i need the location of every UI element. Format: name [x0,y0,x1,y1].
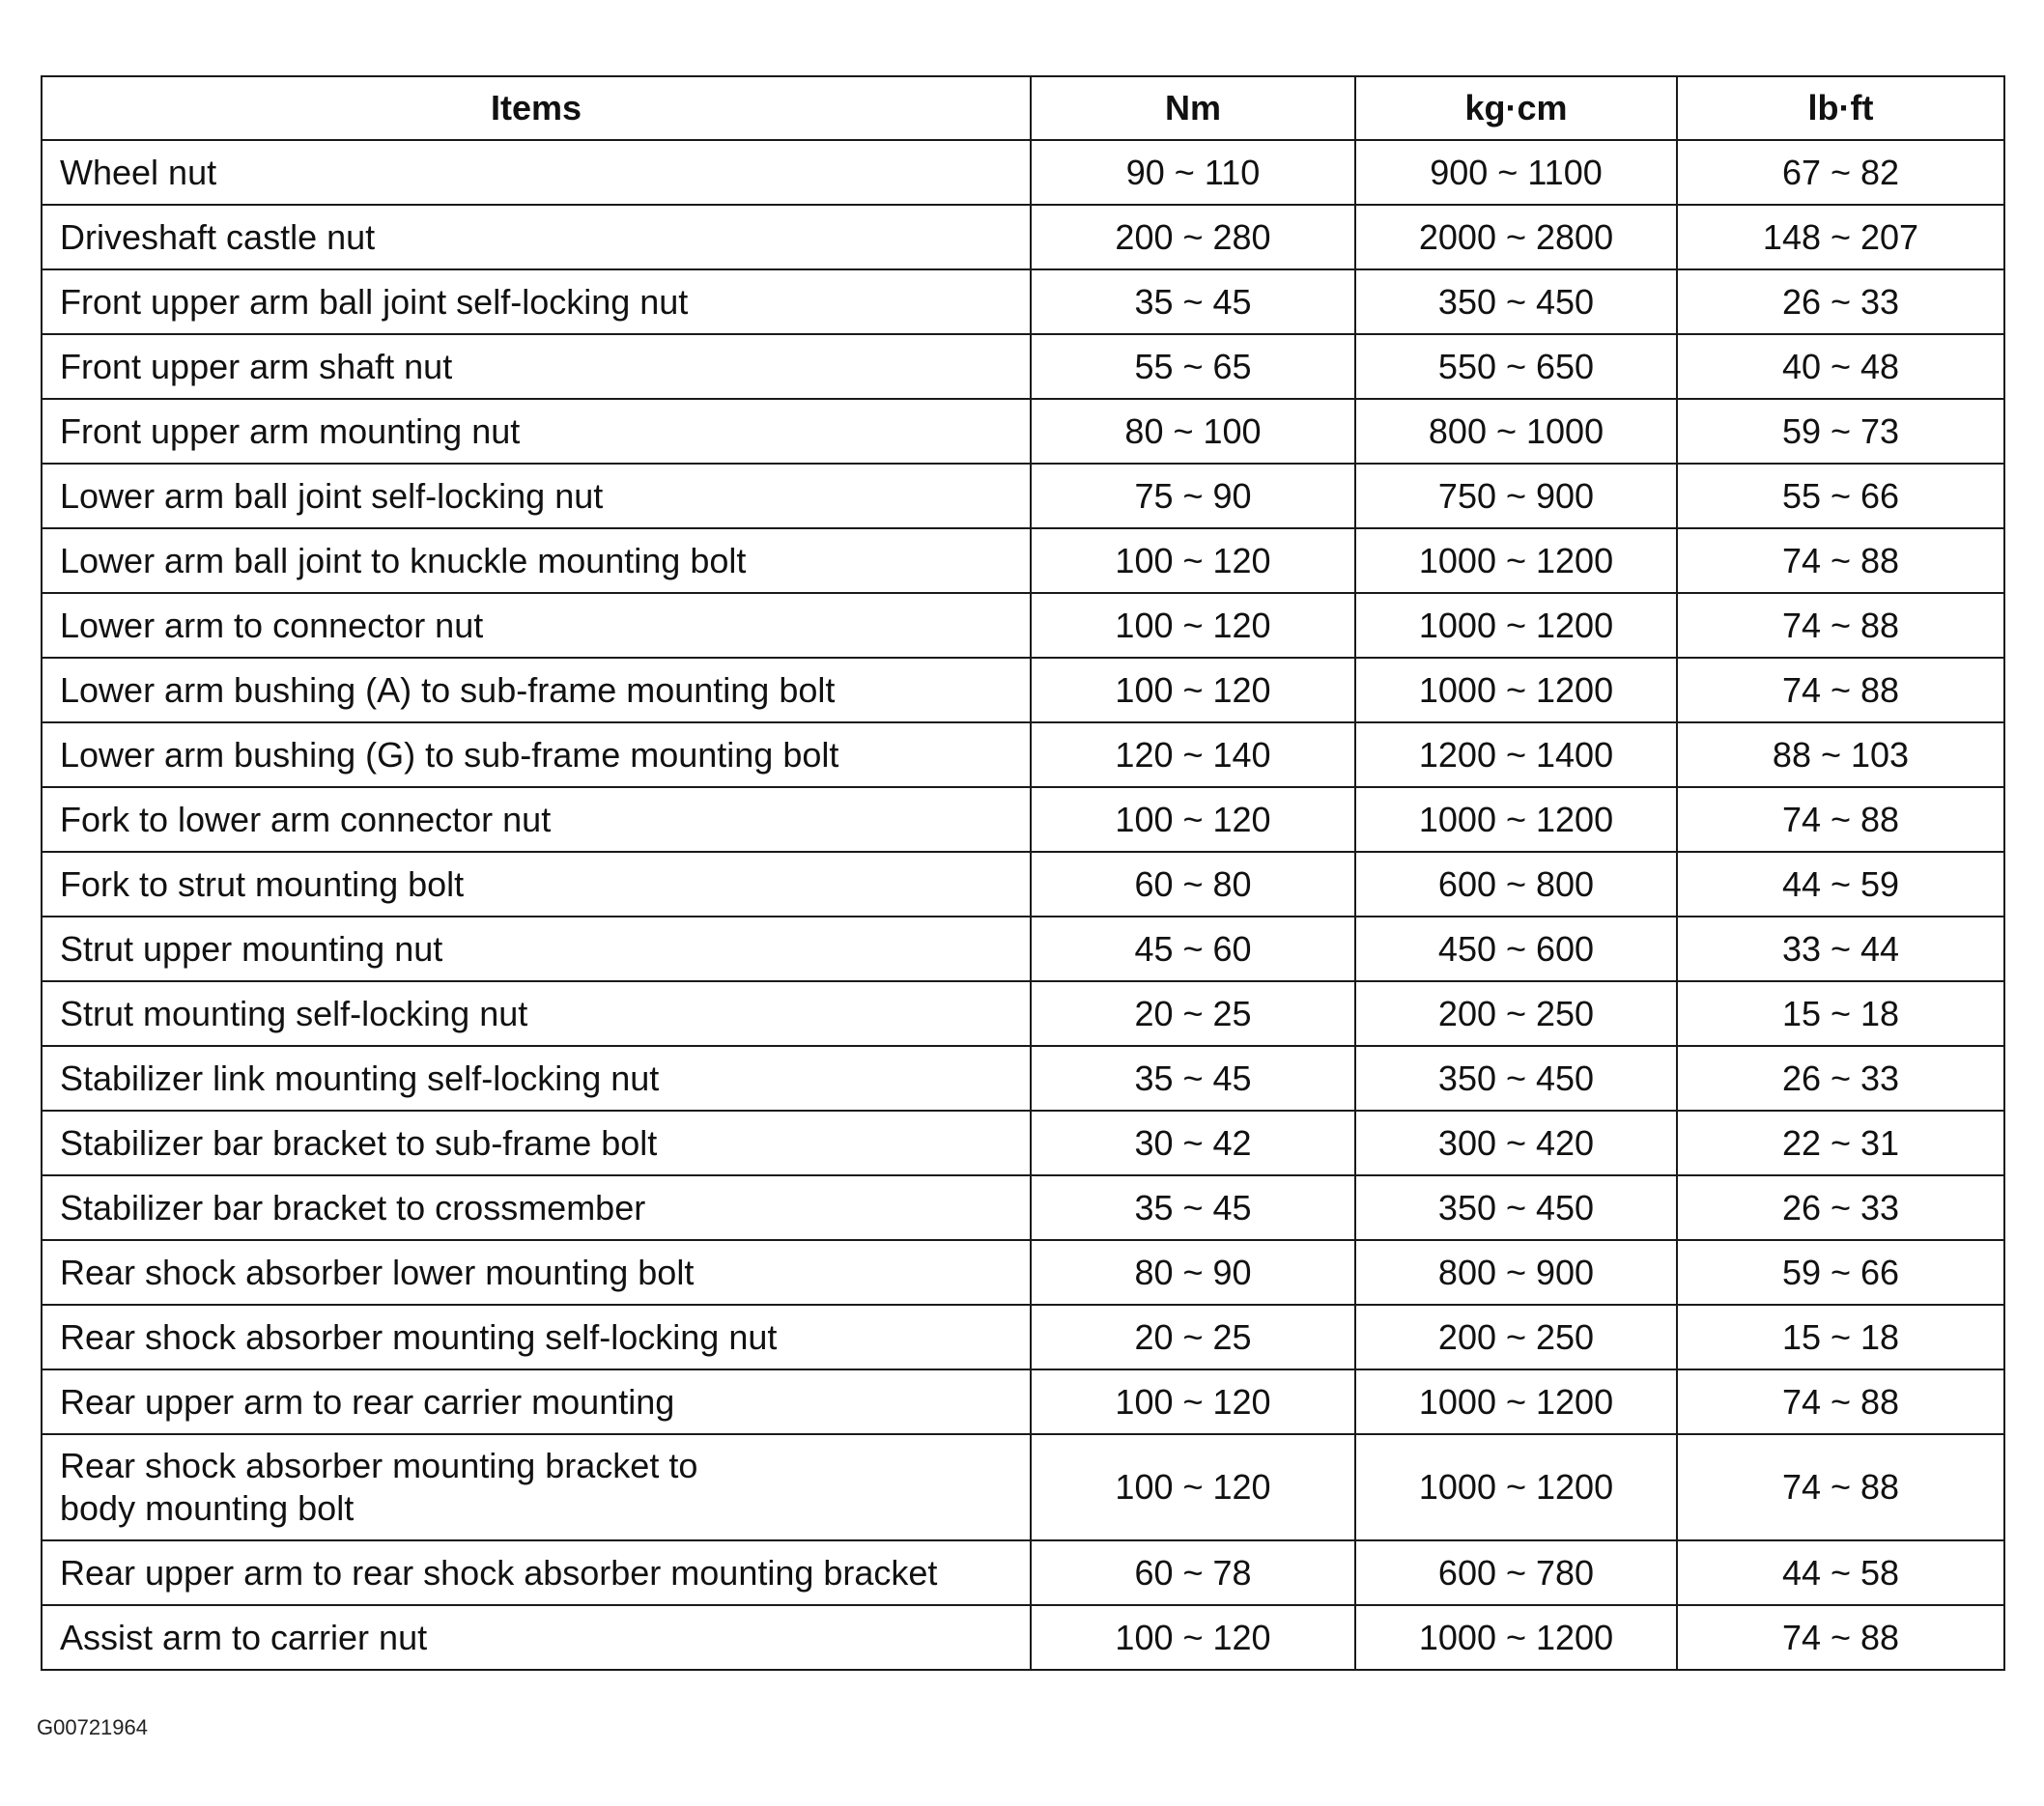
table-row [42,852,2004,917]
item-line: Rear shock absorber mounting bracket to [60,1446,698,1485]
item-cell: Front upper arm ball joint self-locking nut [42,269,1031,334]
kgcm-cell: 1000 ~ 1200 [1355,528,1677,593]
lbft-cell: 74 ~ 88 [1677,787,2004,852]
lbft-cell: 15 ~ 18 [1677,1305,2004,1369]
lbft-cell: 26 ~ 33 [1677,1046,2004,1111]
item-cell: Lower arm ball joint self-locking nut [42,464,1031,528]
nm-cell: 45 ~ 60 [1031,917,1355,981]
nm-cell: 75 ~ 90 [1031,464,1355,528]
kgcm-cell: 1000 ~ 1200 [1355,787,1677,852]
item-cell: Lower arm bushing (A) to sub-frame mounting bolt [42,658,1031,722]
kgcm-cell: 450 ~ 600 [1355,917,1677,981]
nm-cell: 200 ~ 280 [1031,205,1355,269]
lbft-cell: 74 ~ 88 [1677,528,2004,593]
kgcm-cell: 350 ~ 450 [1355,1046,1677,1111]
item-cell: Lower arm ball joint to knuckle mounting bolt [42,528,1031,593]
lbft-cell: 74 ~ 88 [1677,658,2004,722]
header-lbft: lb·ft [1677,76,2004,140]
lbft-cell: 74 ~ 88 [1677,1369,2004,1434]
header-kgcm: kg·cm [1355,76,1677,140]
nm-cell: 120 ~ 140 [1031,722,1355,787]
lbft-cell: 26 ~ 33 [1677,1175,2004,1240]
table-row [42,528,2004,593]
nm-cell: 35 ~ 45 [1031,1175,1355,1240]
kgcm-cell: 550 ~ 650 [1355,334,1677,399]
nm-cell: 100 ~ 120 [1031,1434,1355,1540]
lbft-cell: 59 ~ 73 [1677,399,2004,464]
table-row [42,658,2004,722]
table-row [42,1046,2004,1111]
item-cell: Stabilizer bar bracket to crossmember [42,1175,1031,1240]
nm-cell: 90 ~ 110 [1031,140,1355,205]
item-cell: Lower arm bushing (G) to sub-frame mounting bolt [42,722,1031,787]
item-cell: Front upper arm shaft nut [42,334,1031,399]
item-cell: Stabilizer bar bracket to sub-frame bolt [42,1111,1031,1175]
table-body [42,140,2004,1670]
nm-cell: 80 ~ 100 [1031,399,1355,464]
lbft-cell: 40 ~ 48 [1677,334,2004,399]
item-cell: Stabilizer link mounting self-locking nut [42,1046,1031,1111]
kgcm-cell: 750 ~ 900 [1355,464,1677,528]
table-row [42,399,2004,464]
nm-cell: 100 ~ 120 [1031,593,1355,658]
kgcm-cell: 800 ~ 1000 [1355,399,1677,464]
kgcm-cell: 1000 ~ 1200 [1355,658,1677,722]
lbft-cell: 44 ~ 58 [1677,1540,2004,1605]
table-row [42,1605,2004,1670]
lbft-cell: 22 ~ 31 [1677,1111,2004,1175]
kgcm-cell: 300 ~ 420 [1355,1111,1677,1175]
lbft-cell: 148 ~ 207 [1677,205,2004,269]
kgcm-cell: 800 ~ 900 [1355,1240,1677,1305]
table-row [42,1111,2004,1175]
lbft-cell: 55 ~ 66 [1677,464,2004,528]
lbft-cell: 59 ~ 66 [1677,1240,2004,1305]
figure-id-label: G00721964 [37,1715,148,1739]
item-cell: Rear shock absorber mounting self-locking nut [42,1305,1031,1369]
item-cell: Lower arm to connector nut [42,593,1031,658]
table-row [42,140,2004,205]
kgcm-cell: 900 ~ 1100 [1355,140,1677,205]
table-row [42,593,2004,658]
item-cell [42,1434,1031,1540]
kgcm-cell: 200 ~ 250 [1355,981,1677,1046]
item-cell: Rear upper arm to rear carrier mounting [42,1369,1031,1434]
nm-cell: 100 ~ 120 [1031,528,1355,593]
table-row [42,1434,2004,1540]
nm-cell: 35 ~ 45 [1031,269,1355,334]
nm-cell: 30 ~ 42 [1031,1111,1355,1175]
item-cell: Assist arm to carrier nut [42,1605,1031,1670]
kgcm-cell: 200 ~ 250 [1355,1305,1677,1369]
item-cell: Front upper arm mounting nut [42,399,1031,464]
kgcm-cell: 1000 ~ 1200 [1355,593,1677,658]
kgcm-cell: 600 ~ 800 [1355,852,1677,917]
table-row [42,1540,2004,1605]
lbft-cell: 74 ~ 88 [1677,593,2004,658]
nm-cell: 35 ~ 45 [1031,1046,1355,1111]
nm-cell: 20 ~ 25 [1031,981,1355,1046]
kgcm-cell: 1000 ~ 1200 [1355,1605,1677,1670]
nm-cell: 100 ~ 120 [1031,658,1355,722]
table-row [42,334,2004,399]
table-row [42,464,2004,528]
nm-cell: 100 ~ 120 [1031,1369,1355,1434]
lbft-cell: 88 ~ 103 [1677,722,2004,787]
table-row [42,1175,2004,1240]
table-row [42,1369,2004,1434]
kgcm-cell: 350 ~ 450 [1355,269,1677,334]
header-row [42,76,2004,140]
item-cell: Strut mounting self-locking nut [42,981,1031,1046]
kgcm-cell: 1000 ~ 1200 [1355,1369,1677,1434]
lbft-cell: 74 ~ 88 [1677,1434,2004,1540]
table-row [42,205,2004,269]
lbft-cell: 44 ~ 59 [1677,852,2004,917]
table-row [42,269,2004,334]
table-row [42,722,2004,787]
torque-spec-table [41,75,2005,1671]
kgcm-cell: 2000 ~ 2800 [1355,205,1677,269]
nm-cell: 80 ~ 90 [1031,1240,1355,1305]
item-line: body mounting bolt [60,1488,355,1528]
lbft-cell: 15 ~ 18 [1677,981,2004,1046]
lbft-cell: 26 ~ 33 [1677,269,2004,334]
header-nm: Nm [1031,76,1355,140]
kgcm-cell: 1000 ~ 1200 [1355,1434,1677,1540]
table-row [42,981,2004,1046]
lbft-cell: 67 ~ 82 [1677,140,2004,205]
item-cell: Rear upper arm to rear shock absorber mounting bracket [42,1540,1031,1605]
kgcm-cell: 350 ~ 450 [1355,1175,1677,1240]
table-row [42,1305,2004,1369]
nm-cell: 100 ~ 120 [1031,787,1355,852]
item-cell: Strut upper mounting nut [42,917,1031,981]
table-row [42,787,2004,852]
kgcm-cell: 600 ~ 780 [1355,1540,1677,1605]
nm-cell: 60 ~ 78 [1031,1540,1355,1605]
nm-cell: 100 ~ 120 [1031,1605,1355,1670]
lbft-cell: 33 ~ 44 [1677,917,2004,981]
table-row [42,917,2004,981]
item-cell: Fork to lower arm connector nut [42,787,1031,852]
item-cell: Fork to strut mounting bolt [42,852,1031,917]
nm-cell: 20 ~ 25 [1031,1305,1355,1369]
item-cell: Driveshaft castle nut [42,205,1031,269]
item-cell: Wheel nut [42,140,1031,205]
nm-cell: 60 ~ 80 [1031,852,1355,917]
lbft-cell: 74 ~ 88 [1677,1605,2004,1670]
nm-cell: 55 ~ 65 [1031,334,1355,399]
kgcm-cell: 1200 ~ 1400 [1355,722,1677,787]
item-cell: Rear shock absorber lower mounting bolt [42,1240,1031,1305]
table-row [42,1240,2004,1305]
header-items: Items [42,76,1031,140]
